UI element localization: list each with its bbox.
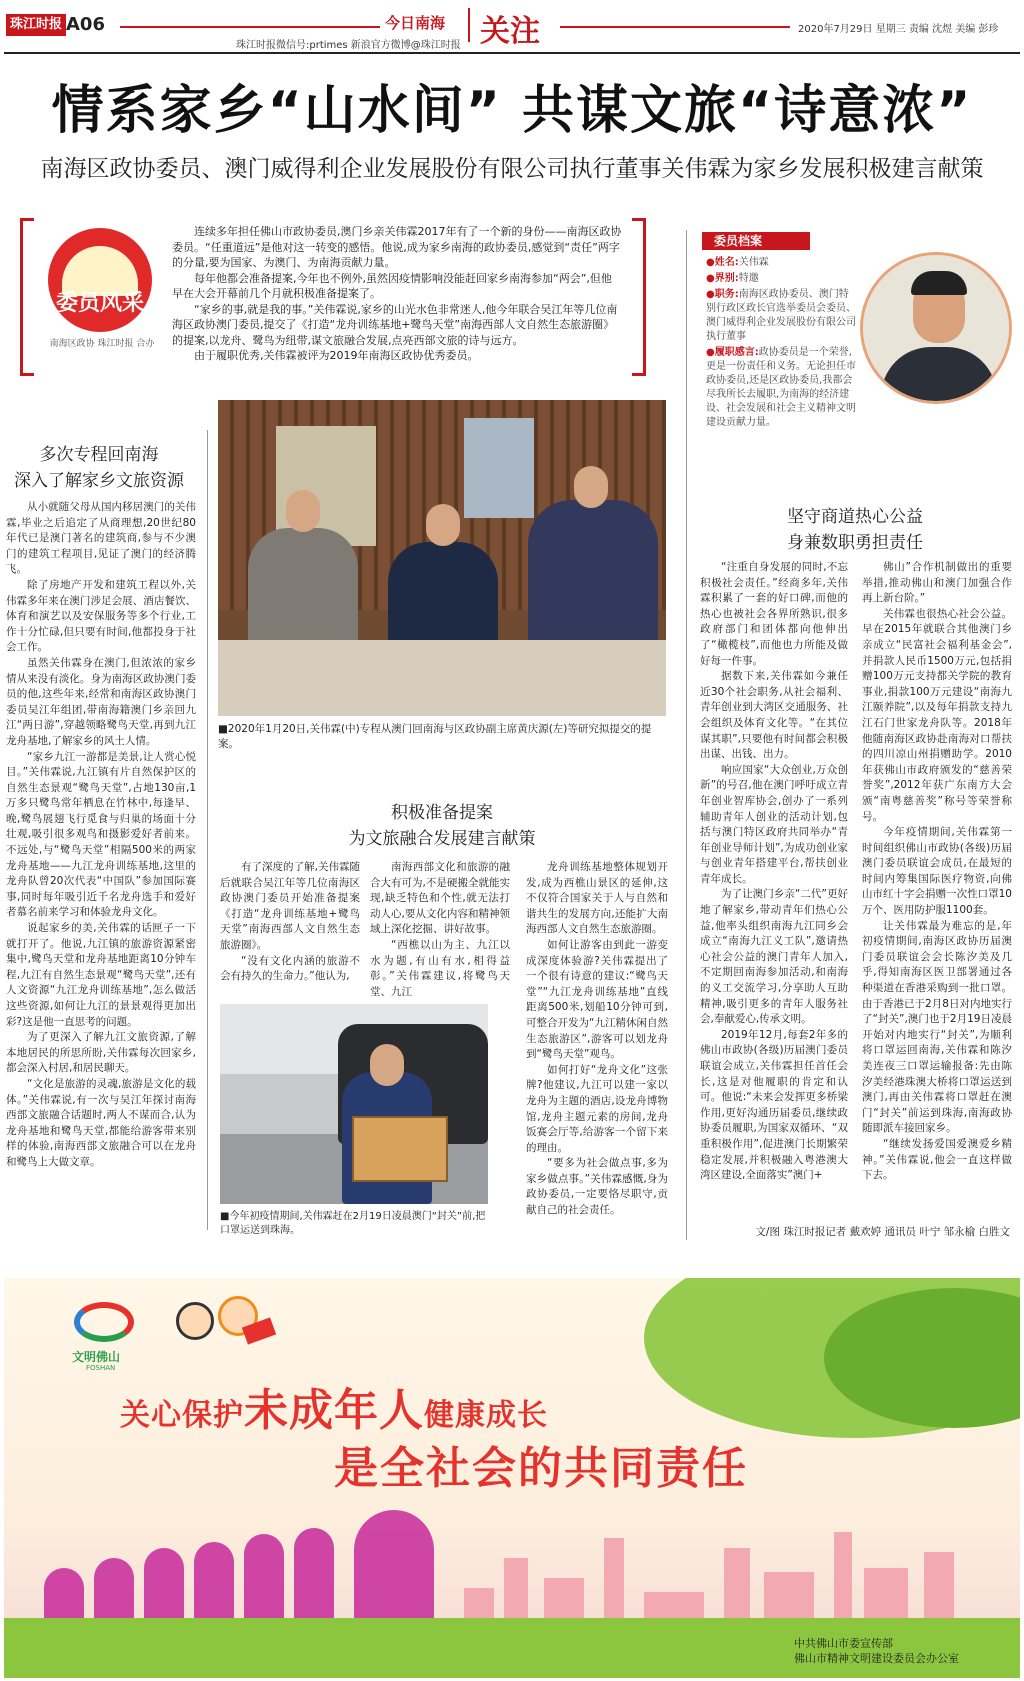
paragraph: “继续发扬爱国爱澳爱乡精神。”关伟霖说,他会一直这样做下去。 xyxy=(862,1137,1012,1182)
paragraph: 关伟霖也很热心社会公益。早在2015年就联合其他澳门乡亲成立“民富社会福利基金会”,并捐款人民币1500万元,包括捐赠100万元支持都关学院的教育事业,捐款100万元建设“南海九江颐养院”,以及每年捐款支持九江石门世家龙舟队等。2018年他随南海区政协赴南海对口帮扶的四川凉山州捐赠助学。2010年获佛山市政府颁发的“慈善荣誉奖”,2012年获广东南方大会颁“南粤慈善奖”称号等荣誉称号。 xyxy=(862,607,1012,823)
ad-slogan-line1: 关心保护未成年人健康成长 xyxy=(120,1385,548,1436)
seal-text: 委员风采 xyxy=(55,290,144,316)
paragraph: 南海西部文化和旅游的融合大有可为,不是硬搬全就能实现,缺乏特色和个性,就无法打动人心,要从文化内容和精神领域上深化挖掘、讲好故事。 xyxy=(370,861,510,936)
left-section-heading: 多次专程回南海 深入了解家乡文旅资源 xyxy=(14,445,184,491)
paragraph: 为了更深入了解九江文旅资源,了解本地居民的所思所盼,关伟霖每次回家乡,都会深入村居,和居民聊天。 xyxy=(6,1031,196,1075)
paragraph: 2019年12月,每套2年多的佛山市政协(各级)历届澳门委员联谊会成立,关伟霖担任首任会长,这是对他履职的肯定和认可。他说:“未来会发挥更多桥梁作用,更好沟通历届委员,继续政协委员履职,为国家双循环、“双重积极作用”,促进澳门长期繁荣稳定发展,并积极融入粤港澳大湾区建设,全面落实”澳门+ xyxy=(700,1028,848,1182)
paragraph: “注重自身发展的同时,不忘积极社会责任。”经商多年,关伟霖积累了一套的好口碑,而他的热心也被社会各界所熟识,很多政府部门和团体都向他伸出了“橄榄枝”,而他也力所能及做好每一件事。 xyxy=(700,561,848,667)
intro-bracket-right xyxy=(632,218,646,376)
intro-paragraph: 连续多年担任佛山市政协委员,澳门乡亲关伟霖2017年有了一个新的身份——南海区政协委员。“任重道远”是他对这一转变的感悟。他说,成为家乡南海的政协委员,感觉到“责任”两字的分量,要为国家、为澳门、为南海贡献力量。 xyxy=(172,225,622,269)
seal-caption: 南海区政协 珠江时报 合办 xyxy=(49,339,155,349)
column-seal-emblem xyxy=(48,228,152,332)
paragraph: 从小就随父母从国内移居澳门的关伟霖,毕业之后追定了从商理想,20世纪80年代已是澳门著名的建筑商,参与不少澳门的建筑工程项目,见证了澳门的经济腾飞。 xyxy=(6,501,196,576)
header-rule-left xyxy=(120,26,380,28)
logo-text: 文明佛山 xyxy=(72,1350,121,1364)
social-accounts: 珠江时报微信号:prtimes 新浪官方微博@珠江时报 xyxy=(236,40,461,51)
paragraph: 为了让澳门乡亲“二代”更好地了解家乡,带动青年们热心公益,他率头组织南海九江同乡会成立“南海九江义工队”,邀请热心社会公益的澳门青年人加入,不定期回南海参加活动,和南海的义工交流学习,分享助人互助精神,吸引更多的青年人服务社会,奉献爱心,传承文明。 xyxy=(700,888,848,1026)
middle-column-2 xyxy=(370,860,510,1000)
byline: 文/图 珠江时报记者 戴欢婷 通讯员 叶宁 邹永榆 白胜文 xyxy=(755,1226,1010,1238)
headline: 情系家乡“山水间” 共谋文旅“诗意浓” xyxy=(51,81,973,141)
page-header xyxy=(0,0,1024,52)
cartoon-kids-icon xyxy=(170,1292,270,1372)
column-rule xyxy=(207,430,208,1230)
city-skyline-illustration xyxy=(444,1528,1004,1628)
paragraph: 如何让游客由到此一游变成深度体验游?关伟霖提出了一个很有诗意的建议:“鹭鸟天堂”“九江龙舟训练基地”直线距离500米,划船10分钟可到,可整合开发为“九江精休闲自然生态旅游区”,游客可以划龙舟到“鹭鸟天堂”观鸟。 xyxy=(526,938,668,1061)
intro-paragraphs xyxy=(172,224,622,364)
section-name: 今日南海 xyxy=(385,14,446,32)
logo-subtext: FOSHAN xyxy=(86,1364,116,1372)
intro-bracket-left xyxy=(20,218,34,376)
profile-list xyxy=(706,256,856,432)
paragraph: “文化是旅游的灵魂,旅游是文化的载体。”关伟霖说,有一次与吴江年探讨南海西部文旅融合话题时,两人不谋而合,认为龙舟基地和鹭鸟天堂,都能给游客带来别样的体验,南海西部文旅融合可以在龙舟和鹭鸟上大做文章。 xyxy=(6,1077,196,1168)
paragraph: 除了房地产开发和建筑工程以外,关伟霖多年来在澳门涉足会展、酒店餐饮、体育和演艺以及安保服务等多个行业,工作十分忙碌,但只要有时间,他都投身于社会工作。 xyxy=(6,578,196,654)
newspaper-logo: 珠江时报 xyxy=(6,14,66,36)
delivery-photo xyxy=(220,1004,488,1204)
ad-sponsor: 中共佛山市委宣传部 佛山市精神文明建设委员会办公室 xyxy=(794,1637,959,1665)
header-underline xyxy=(4,52,1020,54)
paragraph: “要多为社会做点事,多为家乡做点事。”关伟霖感慨,身为政协委员,一定要恪尽职守,贡献自己的社会责任。 xyxy=(526,1157,668,1217)
paragraph: 说起家乡的美,关伟霖的话匣子一下就打开了。他说,九江镇的旅游资源紧密集中,鹭鸟天堂和龙舟基地距离10分钟车程,九江有自然生态景观“鹭鸟天堂”,还有人文资源“九江龙舟训练基地”,怎么做活这些资源,如何让九江的景景观得更加出彩?这是他一直思考的问题。 xyxy=(6,922,196,1028)
intro-paragraph: “家乡的事,就是我的事。”关伟霖说,家乡的山光水色非常迷人,他今年联合吴江年等几位南海区政协澳门委员,提交了《打造“龙舟训练基地+鹭鸟天堂”南海西部人文自然生态旅游圈》的提案,以龙舟、鹭鸟为纽带,谋文旅融合发展,点亮西部文旅的诗与远方。 xyxy=(172,302,618,347)
issue-meta: 2020年7月29日 星期三 责编 沈煜 美编 彭珍 xyxy=(798,24,999,35)
paragraph: 佛山”合作机制做出的重要举措,推动佛山和澳门加强合作再上新台阶。” xyxy=(862,561,1012,605)
paragraph: “家乡九江一游都是美景,让人赏心悦目。”关伟霖说,九江镇有片自然保护区的自然生态景观“鹭鸟天堂”,占地130亩,1万多只鹭鸟常年栖息在竹林中,每逢早、晚,鹭鸟展翅飞行觅食与归巢的场面十分壮观,吸引很多观鸟和摄影爱好者前来。不远处,与“鹭鸟天堂”相隔500米的两家龙舟基地——九江龙舟训练基地,这里的龙舟队曾20次代表“中国队”参加国际赛事,同时每年吸引近千名龙舟选手和爱好者慕名前来学习和体验龙舟文化。 xyxy=(6,750,196,919)
paragraph: 响应国家“大众创业,万众创新”的号召,他在澳门呼吁成立青年创业智库协会,创办了一系列辅助青年人创业的活动计划,包括与澳门特区政府共同举办“青年创业导师计划”,为成功创业家与创业青年搭建平台,帮扶创业青年成长。 xyxy=(700,763,848,885)
page-number: A06 xyxy=(66,14,105,35)
middle-column-3 xyxy=(526,860,668,1219)
right-section-heading: 坚守商道热心公益 身兼数职勇担责任 xyxy=(787,507,923,553)
paragraph: 据数下来,关伟霖如今兼任近30个社会职务,从社会福利、青年创业到大湾区交通服务、社会组织及体育文化等。“在其位谋其职”,只要他有时间都会积极出谋、出钱、出力。 xyxy=(700,670,848,761)
profile-item: ●履职感言:政协委员是一个荣誉,更是一份责任和义务。无论担任市政协委员,还是区政协委员,我都会尽我所长去履职,为南海的经济建设、社会发展和社会主义精神文明建设贡献力量。 xyxy=(706,347,856,428)
paragraph: “西樵以山为主、九江以水为题,有山有水,相得益彰。”关伟霖建议,将鹭鸟天堂、九江 xyxy=(370,938,510,998)
middle-section-heading: 积极准备提案 为文旅融合发展建言献策 xyxy=(348,803,536,849)
profile-item: ●职务:南海区政协委员、澳门特别行政区政长官选举委员会委员、澳门威得利企业发展股份有限公司执行董事 xyxy=(706,289,856,342)
middle-column-1 xyxy=(220,860,360,985)
civilization-logo-icon xyxy=(74,1302,134,1342)
right-column-2 xyxy=(862,560,1012,1184)
intro-paragraph: 由于履职优秀,关伟霖被评为2019年南海区政协优秀委员。 xyxy=(194,349,479,362)
profile-item: ●界别:特邀 xyxy=(706,273,759,284)
paragraph: 有了深度的了解,关伟霖随后就联合吴江年等几位南海区政协澳门委员开始准备提案《打造“龙舟训练基地+鹭鸟天堂”南海西部人文自然生态旅游圈》。 xyxy=(220,861,360,951)
paragraph: 今年疫情期间,关伟霖第一时间组织佛山市政协(各级)历届澳门委员联谊会成员,在最短的时间内筹集国际医疗物资,向佛山市红十字会捐赠一次性口罩10万个、医用防护服1100套。 xyxy=(862,826,1012,917)
member-profile xyxy=(702,232,1012,492)
public-service-ad xyxy=(4,1278,1020,1678)
header-rule-right xyxy=(560,26,790,28)
delivery-photo-caption: ■今年初疫情期间,关伟霖赶在2月19日凌晨澳门“封关”前,把口罩运送到珠海。 xyxy=(220,1211,486,1236)
paragraph: 虽然关伟霖身在澳门,但浓浓的家乡情从来没有淡化。身为南海区政协澳门委员的他,这些年来,经常和南海区政协澳门委员吴江年组团,带南海籍澳门乡亲回九江“两日游”,穿越领略鹭鸟天堂,再到九江龙舟基地,了解家乡的风土人情。 xyxy=(6,656,196,747)
profile-tag: 委员档案 xyxy=(702,232,810,250)
left-column-text xyxy=(6,500,196,1171)
ad-slogan-line2: 是全社会的共同责任 xyxy=(334,1443,748,1494)
paragraph: “没有文化内涵的旅游不会有持久的生命力。”他认为, xyxy=(220,954,360,983)
intro-paragraph: 每年他都会准备提案,今年也不例外,虽然因疫情影响没能赶回家乡南海参加“两会”,但他早在大会开幕前几个月就积极准备提案了。 xyxy=(172,271,612,300)
paragraph: 龙舟训练基地整体规划开发,成为西樵山景区的延伸,这不仅符合国家关于人与自然和谐共生的发展方向,还能扩大南海西部人文自然生态旅游圈。 xyxy=(526,861,668,936)
meeting-photo xyxy=(218,400,666,716)
section-divider xyxy=(468,8,470,42)
profile-item: ●姓名:关伟霖 xyxy=(706,257,769,268)
paragraph: 让关伟霖最为难忘的是,年初疫情期间,南海区政协历届澳门委员联谊会会长陈汐美及几乎,得知南海区医卫部署通过各种渠道在香港采购到一批口罩。由于香港已于2月8日对内地实行了“封关”,澳门也于2月19日凌晨开始对内地实行“封关”,为顺利将口罩运回南海,关伟霖和陈汐美连夜三口罩运输报备:先由陈汐美经港珠澳大桥将口罩运送到澳门,再由关伟霖将口罩赶在澳门“封关”前运到珠海,南海政协随即派车接回家乡。 xyxy=(862,919,1012,1135)
column-rule xyxy=(686,230,687,1240)
subheadline: 南海区政协委员、澳门威得利企业发展股份有限公司执行董事关伟霖为家乡发展积极建言献策 xyxy=(40,156,984,182)
paragraph: 如何打好“龙舟文化”这张牌?他建议,九江可以建一家以龙舟为主题的酒店,设龙舟博物馆,龙舟主题元素的房间,龙舟饭赛会厅等,给游客一个留下来的理由。 xyxy=(526,1063,668,1154)
portrait-photo xyxy=(860,252,1012,404)
right-column-1 xyxy=(700,560,848,1184)
meeting-photo-caption: ■2020年1月20日,关伟霖(中)专程从澳门回南海与区政协副主席黄庆源(左)等研究拟提交的提案。 xyxy=(218,723,652,750)
section-title: 关注 xyxy=(480,14,540,49)
